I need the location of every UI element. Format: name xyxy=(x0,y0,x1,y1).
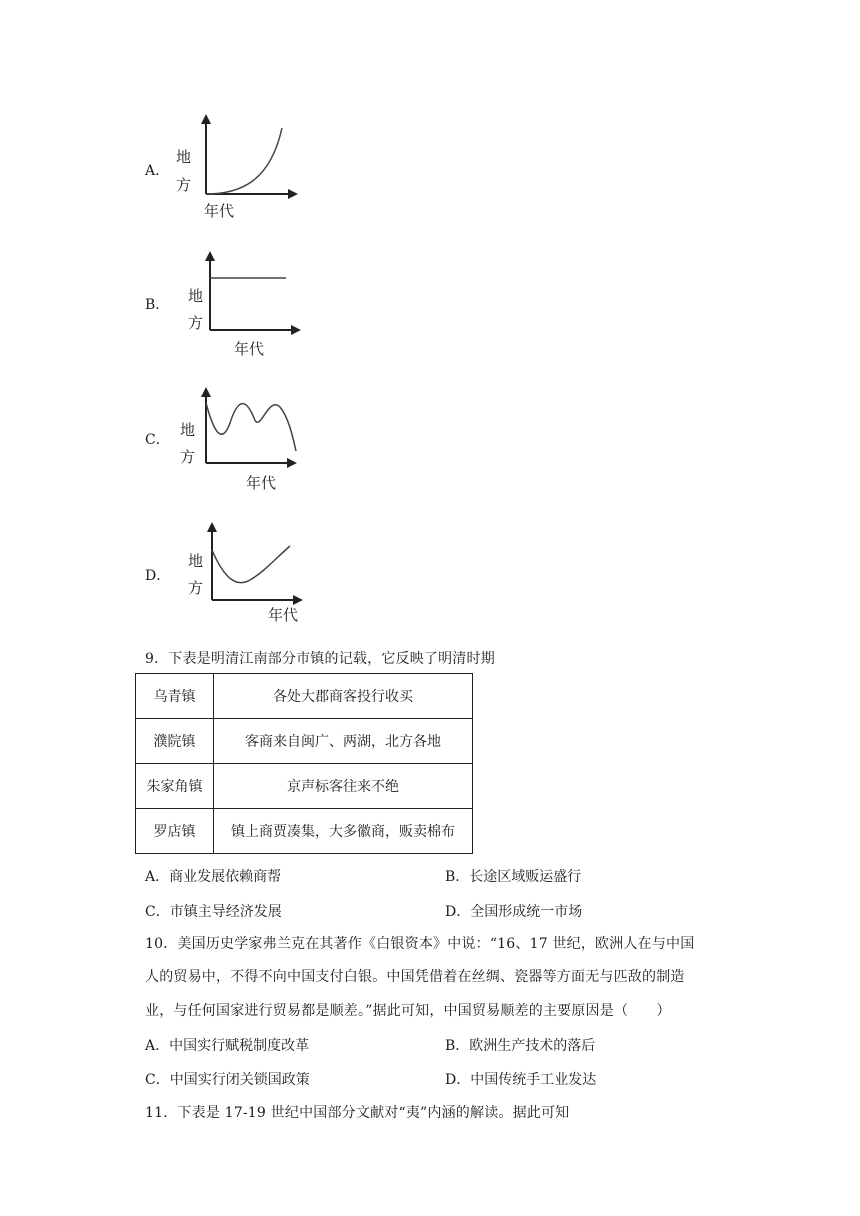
xlabel-b: 年代 xyxy=(234,340,265,358)
q9-option-c[interactable]: C．市镇主导经济发展 xyxy=(145,904,282,920)
xlabel-d: 年代 xyxy=(268,606,299,624)
q10-option-d[interactable]: D．中国传统手工业发达 xyxy=(445,1072,597,1088)
town-cell: 朱家角镇 xyxy=(136,764,214,809)
table-row xyxy=(136,764,473,809)
graph-b xyxy=(178,248,318,363)
q9-option-a[interactable]: A．商业发展依赖商帮 xyxy=(145,869,282,885)
ylabel-b-2: 方 xyxy=(188,314,204,332)
q11-stem: 11．下表是 17-19 世纪中国部分文献对“夷”内涵的解读。据此可知 xyxy=(145,1105,570,1121)
option-letter-a: A． xyxy=(145,163,170,179)
option-letter-b: B． xyxy=(145,297,170,313)
table-row xyxy=(136,674,473,719)
q9-option-b[interactable]: B．长途区域贩运盛行 xyxy=(445,869,582,885)
q10-line-1: 10．美国历史学家弗兰克在其著作《白银资本》中说：“16、17 世纪，欧洲人在与中国 xyxy=(145,936,695,952)
ylabel-b-1: 地 xyxy=(188,287,204,305)
graph-a xyxy=(170,112,310,222)
ylabel-a-2: 方 xyxy=(176,176,192,194)
q10-line-2: 人的贸易中，不得不向中国支付白银。中国凭借着在丝绸、瓷器等方面无与匹敌的制造 xyxy=(145,969,685,985)
table-row xyxy=(136,719,473,764)
town-cell: 濮院镇 xyxy=(136,719,214,764)
ylabel-d-2: 方 xyxy=(188,579,204,597)
record-cell: 各处大郡商客投行收买 xyxy=(214,674,473,719)
xlabel-c: 年代 xyxy=(246,474,277,492)
graph-c xyxy=(176,383,316,498)
ylabel-c-2: 方 xyxy=(180,448,196,466)
curve-wave xyxy=(206,403,296,451)
ylabel-d-1: 地 xyxy=(188,552,204,570)
table-row xyxy=(136,809,473,854)
curve-u-shape xyxy=(212,546,290,583)
option-letter-c: C． xyxy=(145,432,170,448)
q10-option-b[interactable]: B．欧洲生产技术的落后 xyxy=(445,1038,596,1054)
q9-stem: 9．下表是明清江南部分市镇的记载，它反映了明清时期 xyxy=(145,651,495,667)
record-cell: 镇上商贾凑集，大多徽商，贩卖棉布 xyxy=(214,809,473,854)
town-cell: 乌青镇 xyxy=(136,674,214,719)
q9-table xyxy=(135,673,473,854)
q10-option-a[interactable]: A．中国实行赋税制度改革 xyxy=(145,1038,310,1054)
record-cell: 京声标客往来不绝 xyxy=(214,764,473,809)
q9-option-d[interactable]: D．全国形成统一市场 xyxy=(445,904,583,920)
ylabel-a-1: 地 xyxy=(176,148,192,166)
option-letter-d: D． xyxy=(145,568,171,584)
curve-rising xyxy=(206,128,282,194)
q10-line-3: 业，与任何国家进行贸易都是顺差。”据此可知，中国贸易顺差的主要原因是（ ） xyxy=(145,1003,671,1019)
q10-option-c[interactable]: C．中国实行闭关锁国政策 xyxy=(145,1072,310,1088)
record-cell: 客商来自闽广、两湖，北方各地 xyxy=(214,719,473,764)
ylabel-c-1: 地 xyxy=(180,421,196,439)
town-cell: 罗店镇 xyxy=(136,809,214,854)
graph-d xyxy=(184,518,324,628)
xlabel-a: 年代 xyxy=(204,202,235,220)
